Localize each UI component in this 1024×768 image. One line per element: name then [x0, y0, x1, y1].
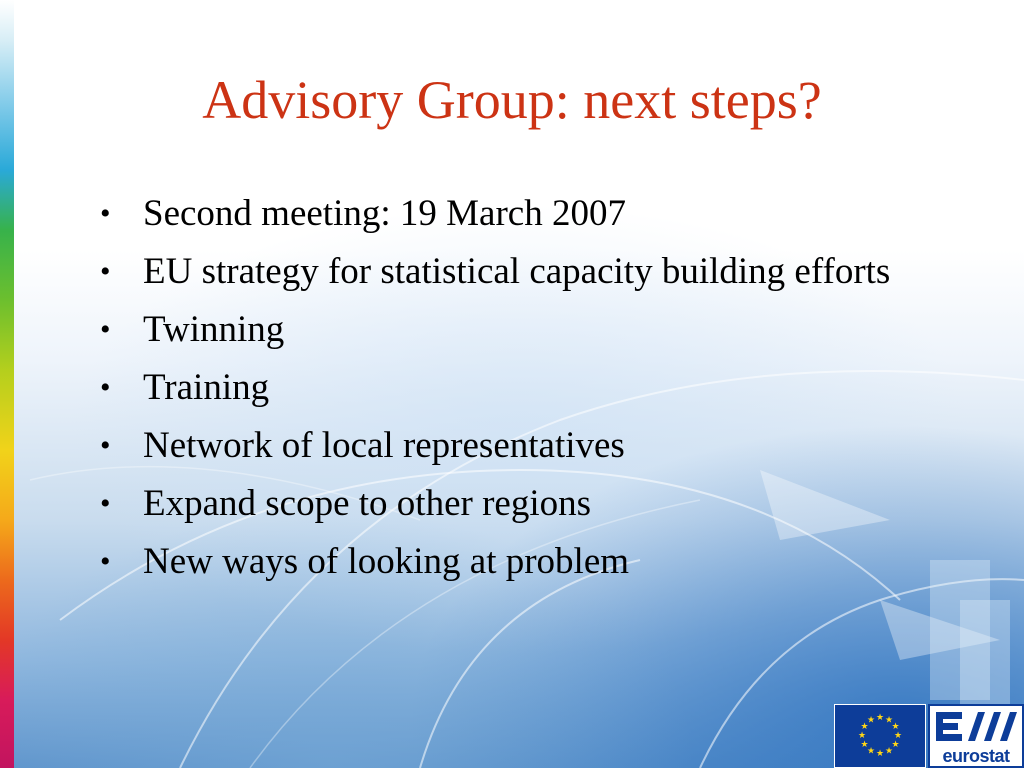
bullet-item — [100, 478, 980, 529]
bullet-item — [100, 246, 980, 297]
bullet-text: Network of local representatives — [143, 425, 625, 466]
svg-text:★: ★ — [891, 722, 900, 732]
eurostat-logo — [928, 704, 1024, 768]
svg-text:★: ★ — [884, 715, 894, 726]
svg-text:★: ★ — [866, 715, 876, 726]
bullet-text: Twinning — [143, 309, 285, 350]
bullet-text: Expand scope to other regions — [143, 483, 591, 524]
bullet-text: Training — [143, 367, 270, 408]
bullet-item — [100, 420, 980, 471]
svg-text:★: ★ — [875, 713, 885, 723]
bullet-dot: • — [100, 371, 111, 404]
bullet-dot: • — [100, 313, 111, 346]
eu-stars-circle — [835, 705, 925, 767]
eu-flag-icon — [834, 704, 926, 768]
bullet-item — [100, 188, 980, 239]
bullet-dot: • — [100, 197, 111, 230]
bullet-dot: • — [100, 255, 111, 288]
bullet-dot: • — [100, 545, 111, 578]
bullet-dot: • — [100, 429, 111, 462]
slide-title: Advisory Group: next steps? — [202, 70, 822, 130]
bullet-dot: • — [100, 487, 111, 520]
svg-text:★: ★ — [875, 749, 885, 759]
bullet-text: EU strategy for statistical capacity building efforts — [143, 251, 891, 292]
bullet-text: Second meeting: 19 March 2007 — [143, 193, 626, 234]
svg-text:★: ★ — [891, 740, 900, 750]
bullet-item — [100, 304, 980, 355]
bullet-item — [100, 536, 980, 587]
eurostat-mark-icon — [934, 710, 1018, 744]
svg-text:★: ★ — [860, 740, 869, 750]
svg-text:★: ★ — [884, 746, 894, 757]
svg-text:★: ★ — [893, 731, 903, 741]
bullet-list — [100, 188, 980, 594]
bullet-item — [100, 362, 980, 413]
svg-text:★: ★ — [860, 722, 869, 732]
svg-text:★: ★ — [857, 731, 867, 741]
bullet-text: New ways of looking at problem — [143, 541, 630, 582]
eurostat-wordmark: eurostat — [942, 746, 1010, 766]
svg-text:★: ★ — [866, 746, 876, 757]
